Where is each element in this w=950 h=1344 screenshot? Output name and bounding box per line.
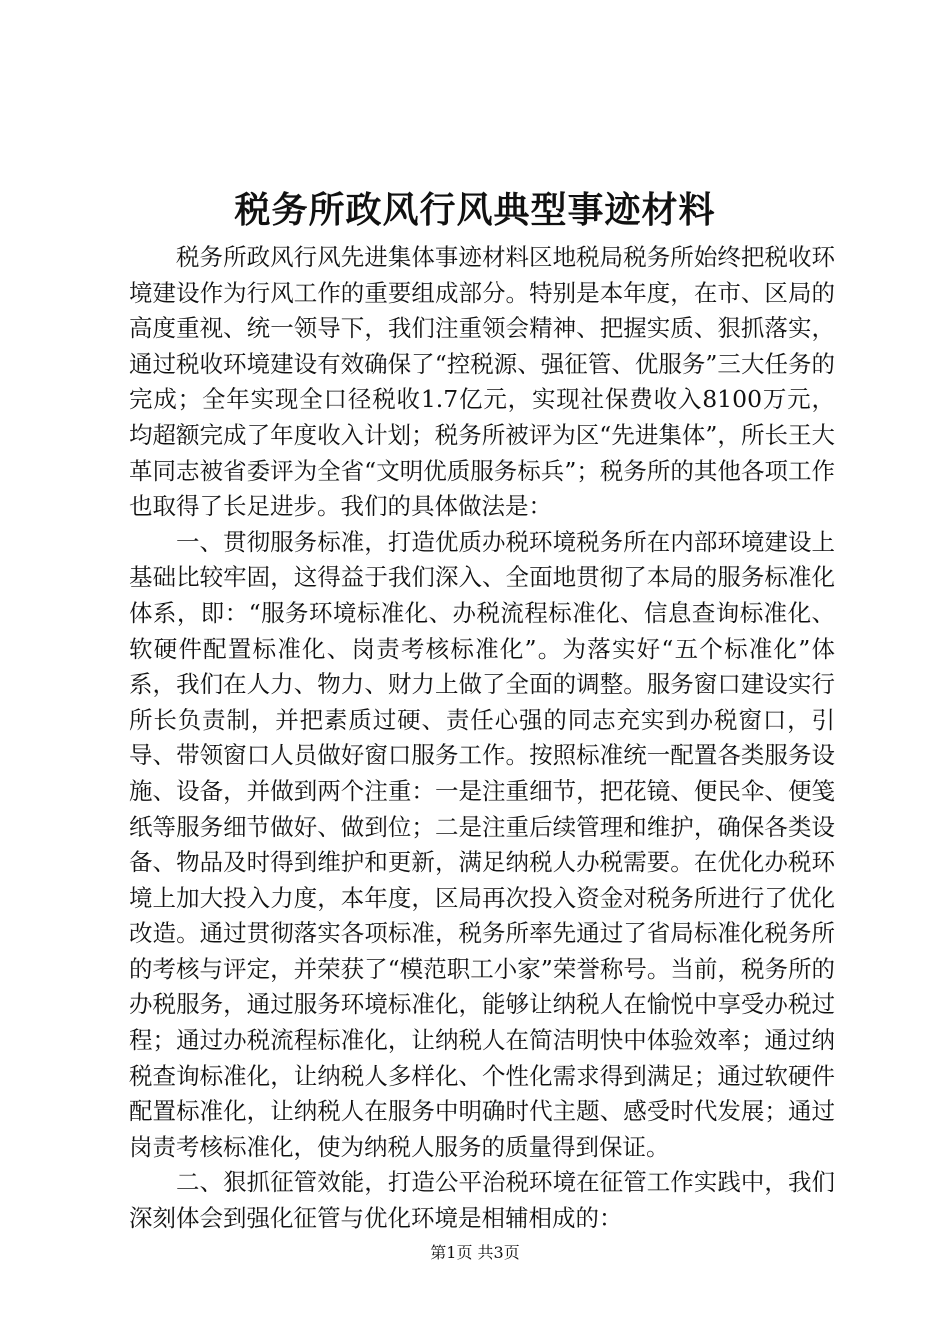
paragraph-collection-efficiency: 二、狠抓征管效能，打造公平治税环境在征管工作实践中，我们深刻体会到强化征管与优化环境是相辅相成的： (129, 1168, 835, 1233)
page-title: 税务所政风行风典型事迹材料 (234, 189, 716, 231)
paragraph-service-standards: 一、贯彻服务标准，打造优质办税环境税务所在内部环境建设上基础比较牢固，这得益于我们深入、全面地贯彻了本局的服务标准化体系，即：“服务环境标准化、办税流程标准化、信息查询标准化、软硬件配置标准化、岗责考核标准化”。为落实好“五个标准化”体系，我们在人力、物力、财力上做了全面的调整。服务窗口建设实行所长负责制，并把素质过硬、责任心强的同志充实到办税窗口，引导、带领窗口人员做好窗口服务工作。按照标准统一配置各类服务设施、设备，并做到两个注重：一是注重细节，把花镜、便民伞、便笺纸等服务细节做好、做到位；二是注重后续管理和维护，确保各类设备、物品及时得到维护和更新，满足纳税人办税需要。在优化办税环境上加大投入力度，本年度，区局再次投入资金对税务所进行了优化改造。通过贯彻落实各项标准，税务所率先通过了省局标准化税务所的考核与评定，并荣获了“模范职工小家”荣誉称号。当前，税务所的办税服务，通过服务环境标准化，能够让纳税人在愉悦中享受办税过程；通过办税流程标准化，让纳税人在简洁明快中体验效率；通过纳税查询标准化，让纳税人多样化、个性化需求得到满足；通过软硬件配置标准化，让纳税人在服务中明确时代主题、感受时代发展；通过岗责考核标准化，使为纳税人服务的质量得到保证。 (129, 527, 835, 1161)
paragraph-intro: 税务所政风行风先进集体事迹材料区地税局税务所始终把税收环境建设作为行风工作的重要组成部分。特别是本年度，在市、区局的高度重视、统一领导下，我们注重领会精神、把握实质、狠抓落实，通过税收环境建设有效确保了“控税源、强征管、优服务”三大任务的完成；全年实现全口径税收1.7亿元，实现社保费收入8100万元，均超额完成了年度收入计划；税务所被评为区“先进集体”，所长王大革同志被省委评为全省“文明优质服务标兵”；税务所的其他各项工作也取得了长足进步。我们的具体做法是： (129, 243, 835, 521)
page-footer: 第1页 共3页 (430, 1243, 520, 1262)
document-body (129, 240, 835, 1237)
